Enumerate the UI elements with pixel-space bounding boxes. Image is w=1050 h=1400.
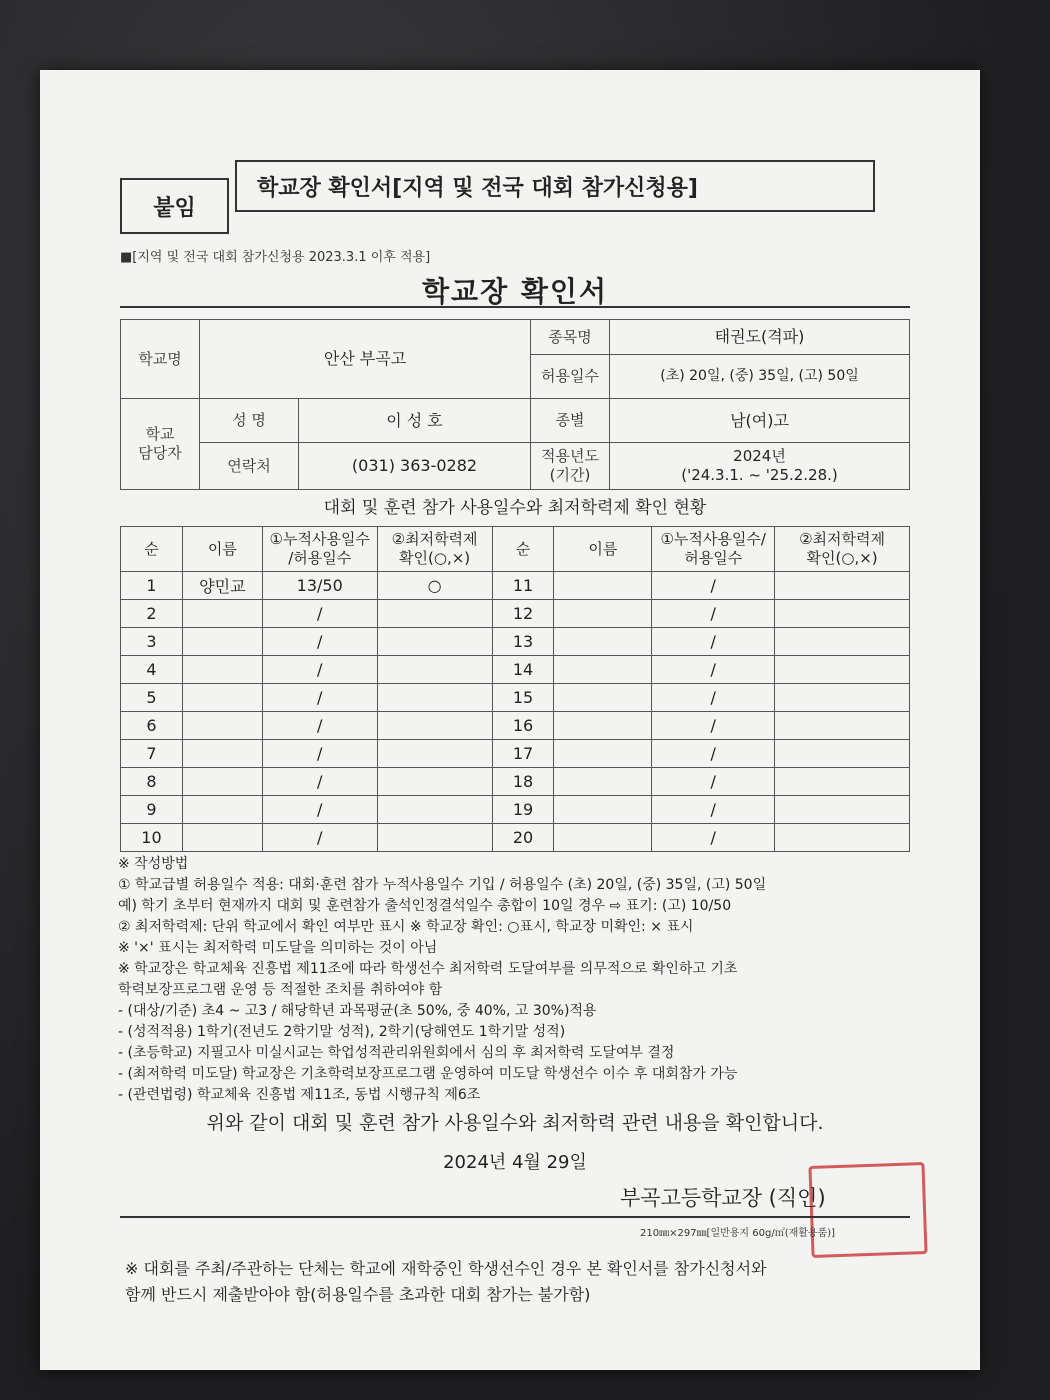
attachment-tag: 붙임 bbox=[120, 178, 229, 234]
sport-label: 종목명 bbox=[530, 319, 610, 355]
staff-label-line1: 학교 bbox=[145, 425, 175, 444]
row-days: / bbox=[652, 684, 775, 712]
row-number: 20 bbox=[492, 824, 554, 852]
row-check bbox=[377, 600, 492, 628]
row-check bbox=[377, 768, 492, 796]
gender-value: 남(여)고 bbox=[609, 398, 910, 443]
official-seal bbox=[808, 1162, 927, 1258]
row-check bbox=[775, 656, 910, 684]
contact-label: 연락처 bbox=[199, 442, 299, 490]
row-days: / bbox=[262, 600, 377, 628]
row-name bbox=[554, 572, 652, 600]
year-label-line1: 적용년도 bbox=[541, 447, 599, 466]
row-check bbox=[377, 740, 492, 768]
instruction-line: - (대상/기준) 초4 ~ 고3 / 해당학년 과목평균(초 50%, 중 40%, 고 30%)적용 bbox=[118, 1003, 597, 1019]
issue-date: 2024년 4월 29일 bbox=[443, 1152, 587, 1173]
row-name bbox=[182, 712, 262, 740]
row-number: 8 bbox=[121, 768, 183, 796]
table-row bbox=[121, 684, 910, 712]
table-row bbox=[121, 824, 910, 852]
year-value bbox=[609, 442, 910, 490]
instruction-line: 학력보장프로그램 운영 등 적절한 조치를 취하여야 함 bbox=[118, 982, 443, 998]
row-check: ○ bbox=[377, 572, 492, 600]
row-days: / bbox=[652, 768, 775, 796]
instruction-line: - (관련법령) 학교체육 진흥법 제11조, 동법 시행규칙 제6조 bbox=[118, 1087, 481, 1103]
row-days: / bbox=[262, 824, 377, 852]
year-label-line2: (기간) bbox=[549, 466, 591, 484]
header-name-right: 이름 bbox=[554, 527, 652, 572]
row-days: / bbox=[262, 684, 377, 712]
row-name bbox=[554, 600, 652, 628]
instruction-line: - (초등학교) 지필고사 미실시교는 학업성적관리위원회에서 심의 후 최저학력 도달여부 결정 bbox=[118, 1045, 675, 1061]
row-name bbox=[182, 824, 262, 852]
row-check bbox=[775, 572, 910, 600]
row-name bbox=[554, 740, 652, 768]
row-days: / bbox=[652, 600, 775, 628]
row-check bbox=[775, 684, 910, 712]
header-title: 학교장 확인서[지역 및 전국 대회 참가신청용] bbox=[235, 160, 875, 212]
row-name bbox=[554, 712, 652, 740]
row-name bbox=[554, 656, 652, 684]
row-number: 7 bbox=[121, 740, 183, 768]
row-number: 11 bbox=[492, 572, 554, 600]
title-rule bbox=[120, 306, 910, 308]
header-days-line2: /허용일수 bbox=[288, 549, 352, 567]
row-days: 13/50 bbox=[262, 572, 377, 600]
row-check bbox=[377, 824, 492, 852]
row-name bbox=[554, 628, 652, 656]
row-days: / bbox=[652, 824, 775, 852]
instruction-line: - (최저학력 미도달) 학교장은 기초학력보장프로그램 운영하여 미도달 학생선수 이수 후 대회참가 가능 bbox=[118, 1066, 738, 1082]
row-number: 13 bbox=[492, 628, 554, 656]
row-check bbox=[377, 796, 492, 824]
name-label: 성 명 bbox=[199, 398, 299, 443]
principal-signature: 부곡고등학교장 (직인) bbox=[620, 1186, 826, 1210]
table-title: 대회 및 훈련 참가 사용일수와 최저학력제 확인 현황 bbox=[323, 498, 707, 518]
table-header-row bbox=[121, 527, 910, 572]
instructions bbox=[118, 854, 918, 1106]
header-name: 이름 bbox=[182, 527, 262, 572]
row-check bbox=[775, 796, 910, 824]
row-number: 15 bbox=[492, 684, 554, 712]
row-days: / bbox=[262, 712, 377, 740]
document-title: 학교장 확인서 bbox=[421, 275, 609, 308]
instruction-line: ※ '×' 표시는 최저학력 미도달을 의미하는 것이 아님 bbox=[118, 940, 438, 956]
row-check bbox=[377, 656, 492, 684]
table-row bbox=[121, 600, 910, 628]
staff-label bbox=[120, 398, 200, 490]
instruction-line: ② 최저학력제: 단위 학교에서 확인 여부만 표시 ※ 학교장 확인: ○표시, 학교장 미확인: × 표시 bbox=[118, 919, 694, 935]
row-name bbox=[554, 768, 652, 796]
footnote-line1: ※ 대회를 주최/주관하는 단체는 학교에 재학중인 학생선수인 경우 본 확인서를 참가신청서와 bbox=[125, 1259, 767, 1278]
row-days: / bbox=[262, 628, 377, 656]
table-row bbox=[121, 572, 910, 600]
header-min-line2: 확인(○,×) bbox=[399, 549, 471, 567]
footnote bbox=[125, 1256, 915, 1308]
row-number: 16 bbox=[492, 712, 554, 740]
applicability-note: ■[지역 및 전국 대회 참가신청용 2023.3.1 이후 적용] bbox=[120, 250, 431, 265]
row-name: 양민교 bbox=[182, 572, 262, 600]
row-name bbox=[182, 684, 262, 712]
row-number: 6 bbox=[121, 712, 183, 740]
header-days-right bbox=[652, 527, 775, 572]
row-number: 9 bbox=[121, 796, 183, 824]
row-name bbox=[554, 824, 652, 852]
footnote-line2: 함께 반드시 제출받아야 함(허용일수를 초과한 대회 참가는 불가함) bbox=[125, 1285, 591, 1304]
row-name bbox=[182, 600, 262, 628]
row-name bbox=[182, 768, 262, 796]
table-row bbox=[121, 740, 910, 768]
header-min-right-line1: ②최저학력제 bbox=[799, 530, 885, 549]
contact-value: (031) 363-0282 bbox=[298, 442, 531, 490]
row-number: 3 bbox=[121, 628, 183, 656]
document-page bbox=[40, 70, 980, 1370]
row-name bbox=[554, 796, 652, 824]
year-label bbox=[530, 442, 610, 490]
row-days: / bbox=[652, 712, 775, 740]
row-check bbox=[377, 628, 492, 656]
header-min-line1: ②최저학력제 bbox=[391, 530, 478, 549]
row-name bbox=[182, 740, 262, 768]
instruction-line: 예) 학기 초부터 현재까지 대회 및 훈련참가 출석인정결석일수 총합이 10일 경우 ⇨ 표기: (고) 10/50 bbox=[118, 898, 732, 914]
name-value: 이 성 호 bbox=[298, 398, 531, 443]
row-number: 18 bbox=[492, 768, 554, 796]
row-name bbox=[182, 628, 262, 656]
row-check bbox=[775, 600, 910, 628]
confirmation-statement: 위와 같이 대회 및 훈련 참가 사용일수와 최저학력 관련 내용을 확인합니다. bbox=[206, 1112, 824, 1134]
instruction-line: - (성적적용) 1학기(전년도 2학기말 성적), 2학기(당해연도 1학기말 성적) bbox=[118, 1024, 566, 1040]
row-check bbox=[775, 824, 910, 852]
paper-spec: 210㎜×297㎜[일반용지 60g/㎡(재활용품)] bbox=[640, 1228, 836, 1239]
row-check bbox=[775, 712, 910, 740]
table-row bbox=[121, 768, 910, 796]
participation-table bbox=[120, 526, 910, 852]
school-value: 안산 부곡고 bbox=[199, 319, 531, 399]
row-days: / bbox=[652, 656, 775, 684]
row-days: / bbox=[652, 572, 775, 600]
header-min-right-line2: 확인(○,×) bbox=[806, 549, 878, 567]
footer-rule bbox=[120, 1216, 910, 1218]
row-number: 12 bbox=[492, 600, 554, 628]
row-check bbox=[775, 628, 910, 656]
row-name bbox=[554, 684, 652, 712]
row-name bbox=[182, 796, 262, 824]
header-days bbox=[262, 527, 377, 572]
row-number: 10 bbox=[121, 824, 183, 852]
row-number: 4 bbox=[121, 656, 183, 684]
instruction-line: ※ 학교장은 학교체육 진흥법 제11조에 따라 학생선수 최저학력 도달여부를 의무적으로 확인하고 기초 bbox=[118, 961, 738, 977]
row-check bbox=[377, 712, 492, 740]
table-row bbox=[121, 628, 910, 656]
days-value: (초) 20일, (중) 35일, (고) 50일 bbox=[609, 354, 910, 399]
table-row bbox=[121, 656, 910, 684]
row-days: / bbox=[262, 768, 377, 796]
table-row bbox=[121, 712, 910, 740]
row-days: / bbox=[652, 740, 775, 768]
sport-value: 태권도(격파) bbox=[609, 319, 910, 355]
row-number: 17 bbox=[492, 740, 554, 768]
table-row bbox=[121, 796, 910, 824]
gender-label: 종별 bbox=[530, 398, 610, 443]
instruction-line: ※ 작성방법 bbox=[118, 856, 189, 872]
header-no: 순 bbox=[121, 527, 183, 572]
school-label: 학교명 bbox=[120, 319, 200, 399]
row-number: 2 bbox=[121, 600, 183, 628]
row-check bbox=[775, 740, 910, 768]
days-label: 허용일수 bbox=[530, 354, 610, 399]
row-check bbox=[775, 768, 910, 796]
row-number: 1 bbox=[121, 572, 183, 600]
header-min-right bbox=[775, 527, 910, 572]
row-name bbox=[182, 656, 262, 684]
row-days: / bbox=[652, 796, 775, 824]
header-min bbox=[377, 527, 492, 572]
row-days: / bbox=[262, 796, 377, 824]
row-number: 5 bbox=[121, 684, 183, 712]
row-days: / bbox=[652, 628, 775, 656]
header-days-right-line1: ①누적사용일수/ bbox=[660, 530, 766, 549]
year-value-line1: 2024년 bbox=[733, 447, 786, 466]
row-days: / bbox=[262, 740, 377, 768]
staff-label-line2: 담당자 bbox=[138, 444, 182, 462]
header-days-right-line2: 허용일수 bbox=[684, 549, 743, 567]
row-number: 14 bbox=[492, 656, 554, 684]
row-check bbox=[377, 684, 492, 712]
year-value-line2: ('24.3.1. ~ '25.2.28.) bbox=[681, 466, 838, 484]
header-days-line1: ①누적사용일수 bbox=[269, 530, 370, 549]
row-number: 19 bbox=[492, 796, 554, 824]
instruction-line: ① 학교급별 허용일수 적용: 대회·훈련 참가 누적사용일수 기입 / 허용일수 (초) 20일, (중) 35일, (고) 50일 bbox=[118, 877, 767, 893]
header-no-right: 순 bbox=[492, 527, 554, 572]
row-days: / bbox=[262, 656, 377, 684]
